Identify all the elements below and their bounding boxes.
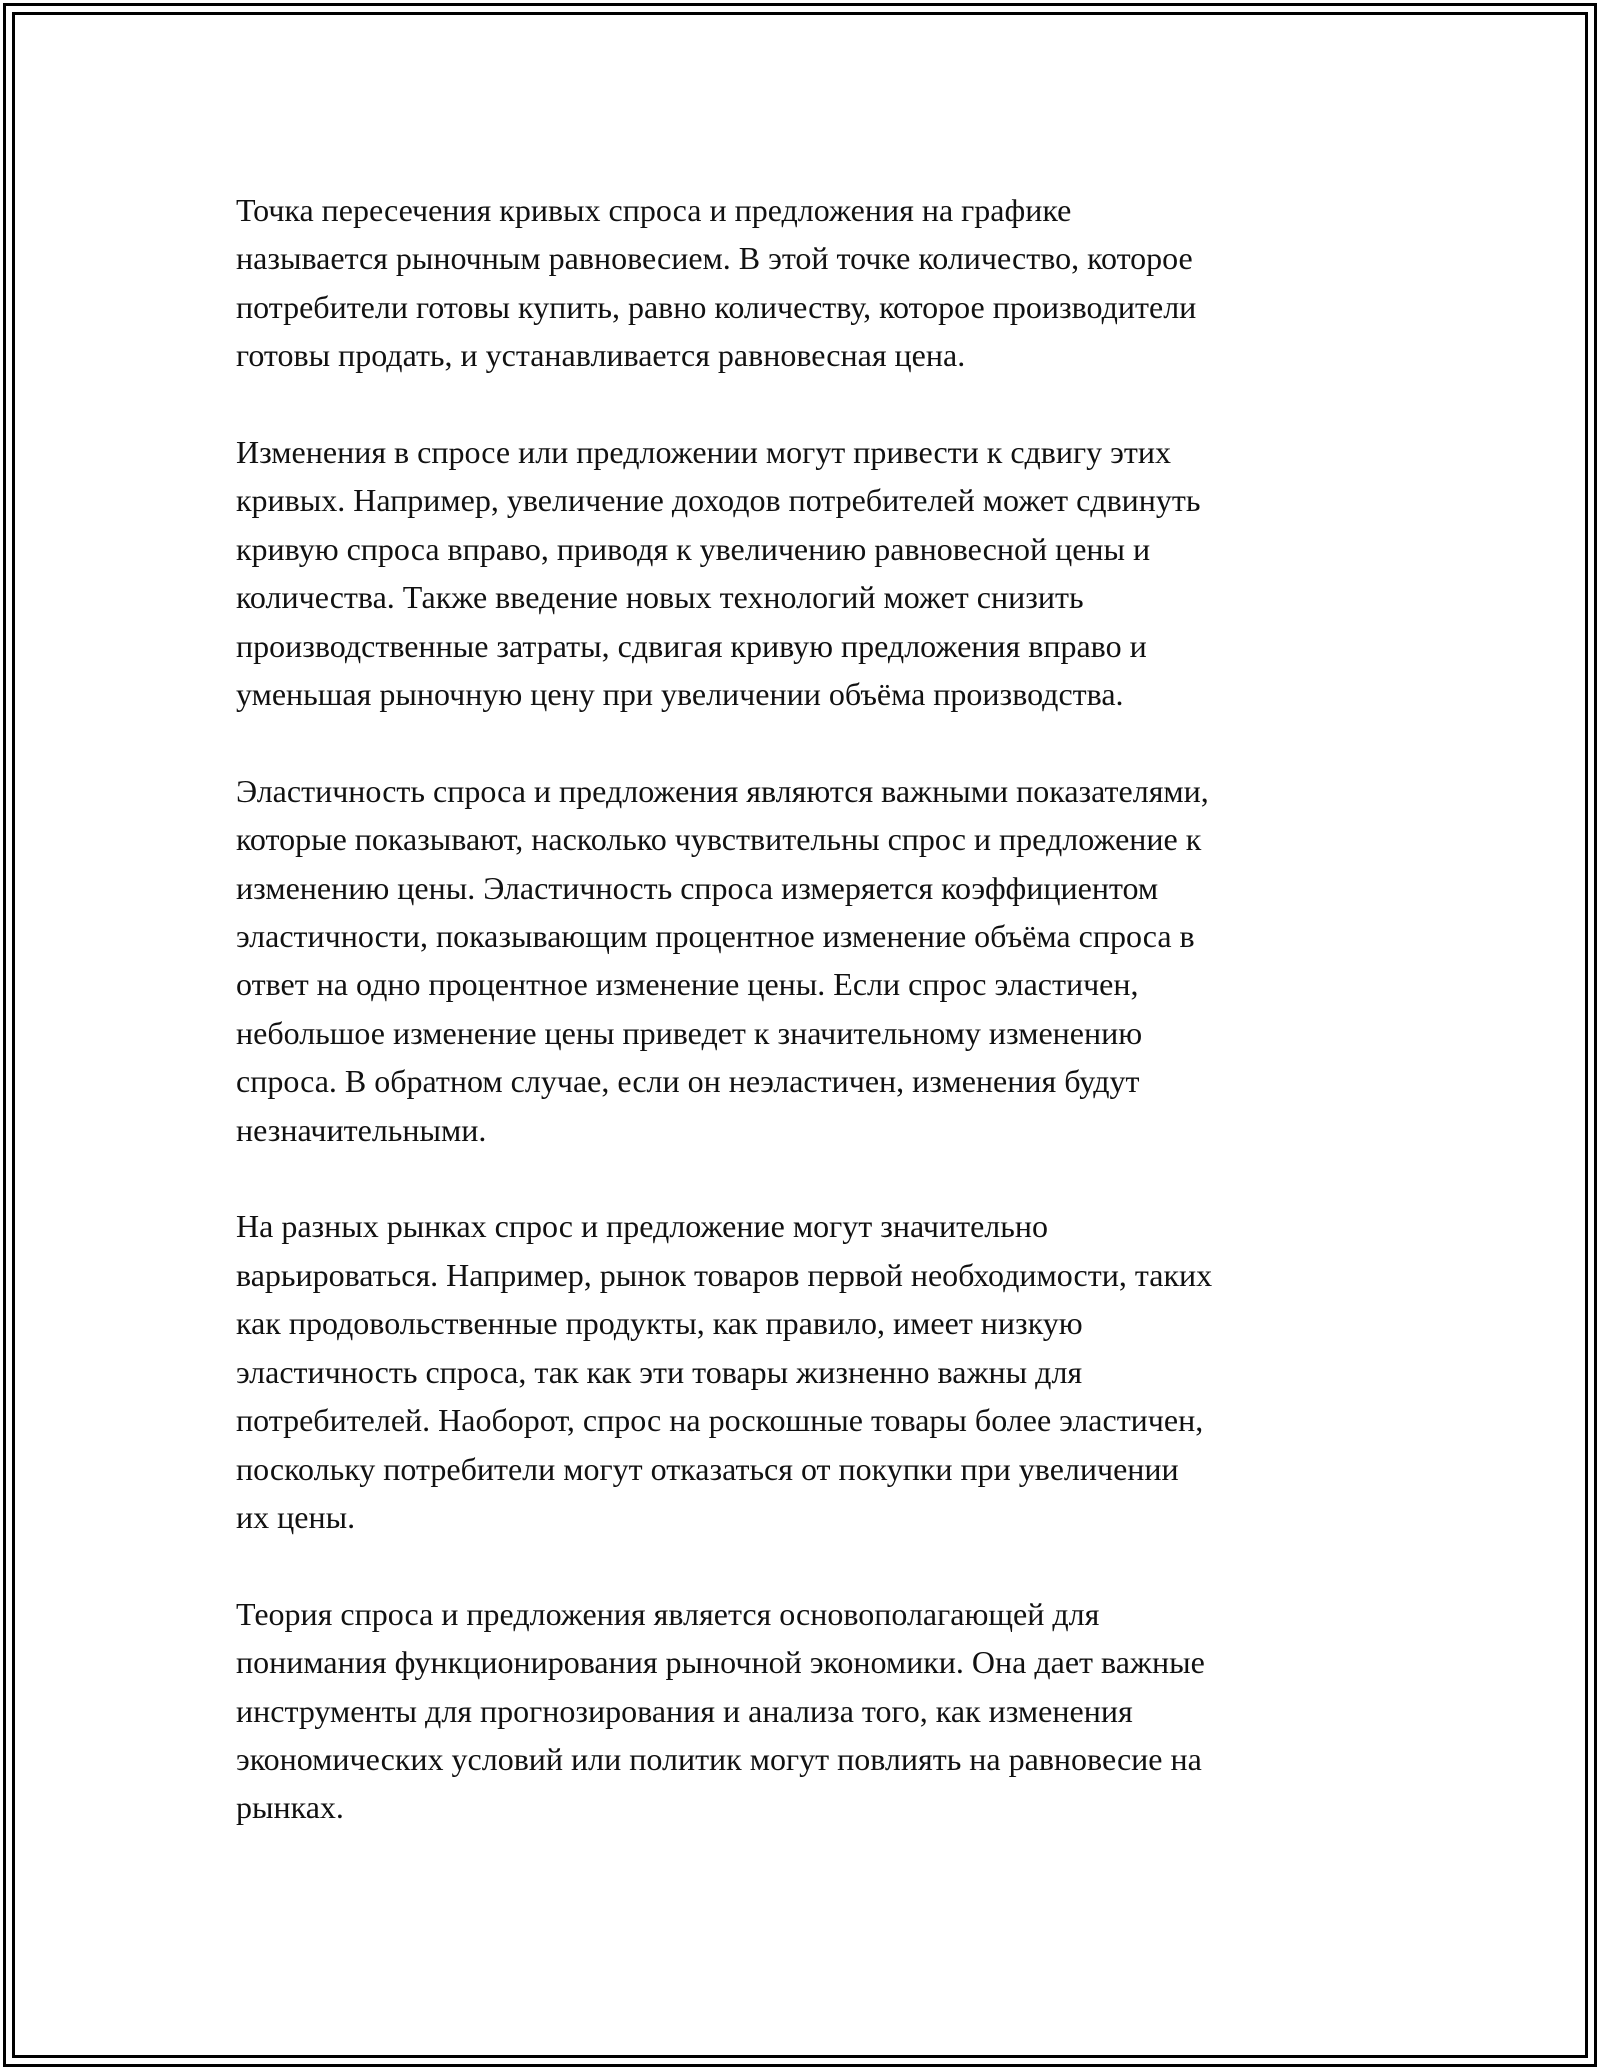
text-line: инструменты для прогнозирования и анализа того, как изменения (236, 1692, 1133, 1729)
text-line: небольшое изменение цены приведет к значительному изменению (236, 1014, 1143, 1051)
text-line: количества. Также введение новых технологий может снизить (236, 579, 1084, 616)
text-line: кривую спроса вправо, приводя к увеличению равновесной цены и (236, 530, 1151, 567)
text-line: которые показывают, насколько чувствительны спрос и предложение к (236, 821, 1202, 858)
text-line: рынках. (236, 1789, 344, 1826)
text-line: понимания функционирования рыночной экономики. Она дает важные (236, 1644, 1205, 1681)
text-line: уменьшая рыночную цену при увеличении объёма производства. (236, 676, 1124, 713)
paragraph-5 (236, 1590, 1396, 1832)
text-line: потребителей. Наоборот, спрос на роскошные товары более эластичен, (236, 1402, 1204, 1439)
text-line: изменению цены. Эластичность спроса измеряется коэффициентом (236, 869, 1159, 906)
text-line: называется рыночным равновесием. В этой точке количество, которое (236, 240, 1193, 277)
text-line: Эластичность спроса и предложения являются важными показателями, (236, 772, 1209, 809)
document-body (236, 186, 1396, 1880)
text-line: На разных рынках спрос и предложение могут значительно (236, 1208, 1048, 1245)
paragraph-1 (236, 186, 1396, 380)
text-line: поскольку потребители могут отказаться от покупки при увеличении (236, 1450, 1179, 1487)
text-line: их цены. (236, 1498, 356, 1535)
text-line: варьироваться. Например, рынок товаров первой необходимости, таких (236, 1256, 1213, 1293)
text-line: эластичность спроса, так как эти товары жизненно важны для (236, 1353, 1083, 1390)
text-line: производственные затраты, сдвигая кривую предложения вправо и (236, 627, 1147, 664)
text-line: как продовольственные продукты, как правило, имеет низкую (236, 1305, 1083, 1342)
text-line: Изменения в спросе или предложении могут привести к сдвигу этих (236, 434, 1171, 471)
text-line: спроса. В обратном случае, если он неэластичен, изменения будут (236, 1063, 1140, 1100)
text-line: незначительными. (236, 1111, 487, 1148)
text-line: эластичности, показывающим процентное изменение объёма спроса в (236, 918, 1195, 955)
text-line: экономических условий или политик могут повлиять на равновесие на (236, 1740, 1202, 1777)
paragraph-4 (236, 1202, 1396, 1541)
text-line: Теория спроса и предложения является основополагающей для (236, 1595, 1100, 1632)
text-line: потребители готовы купить, равно количеству, которое производители (236, 288, 1197, 325)
text-line: готовы продать, и устанавливается равновесная цена. (236, 337, 966, 374)
text-line: кривых. Например, увеличение доходов потребителей может сдвинуть (236, 482, 1201, 519)
paragraph-2 (236, 428, 1396, 718)
paragraph-3 (236, 767, 1396, 1154)
text-line: ответ на одно процентное изменение цены. Если спрос эластичен, (236, 966, 1139, 1003)
text-line: Точка пересечения кривых спроса и предложения на графике (236, 192, 1072, 228)
